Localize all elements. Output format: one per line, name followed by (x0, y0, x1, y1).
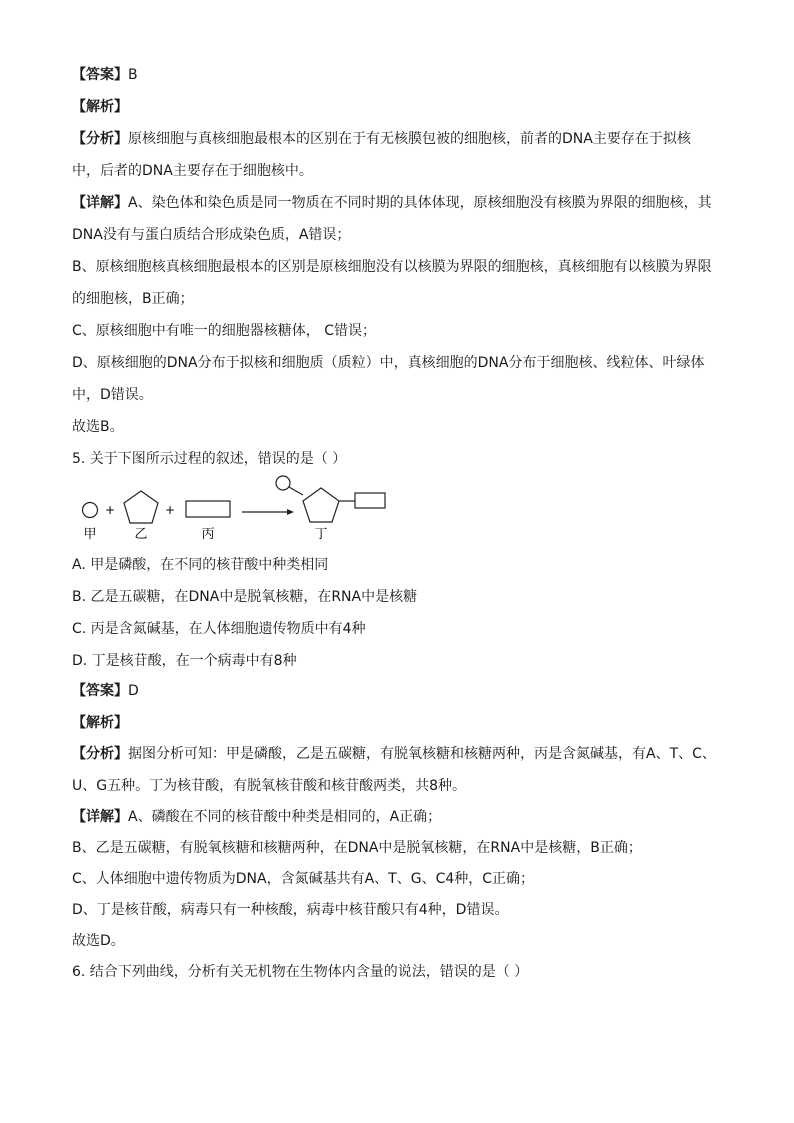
label-bing: 丙 (201, 527, 215, 542)
detail-c-line-q5: C、人体细胞中遗传物质为DNA，含氮碱基共有A、T、G、C4种，C正确； (72, 871, 535, 887)
detail-d-line-q5: D、丁是核苷酸，病毒只有一种核酸，病毒中核苷酸只有4种，D错误。 (72, 902, 509, 918)
answer-value: D (128, 683, 139, 699)
option-a-q5: A. 甲是磷酸，在不同的核苷酸中种类相同 (72, 557, 329, 573)
detail-tag: 【详解】 (72, 195, 128, 211)
conclusion-q4: 故选B。 (72, 419, 124, 435)
answer-line-q5 (72, 681, 139, 701)
base-rectangle-icon (186, 501, 230, 517)
nucleotide-pentose-icon (303, 488, 339, 522)
detail-text: A、磷酸在不同的核苷酸中种类是相同的，A正确； (128, 809, 442, 825)
detail-d-line-1-q4: D、原核细胞的DNA分布于拟核和细胞质（质粒）中，真核细胞的DNA分布于细胞核、线粒体、叶绿体 (72, 355, 705, 371)
label-jia: 甲 (83, 527, 97, 542)
fenxi-line-2-q5: U、G五种。丁为核苷酸，有脱氧核苷酸和核苷酸两类，共8种。 (72, 778, 467, 794)
detail-tag: 【详解】 (72, 809, 128, 825)
question-stem-q5: 5. 关于下图所示过程的叙述，错误的是（ ） (72, 451, 347, 467)
analysis-tag: 【解析】 (72, 715, 128, 731)
fenxi-text: 据图分析可知：甲是磷酸，乙是五碳糖，有脱氧核糖和核糖两种，丙是含氮碱基，有A、T、C、 (128, 746, 716, 762)
detail-d-line-2-q4: 中，D错误。 (72, 387, 153, 403)
option-d-q5: D. 丁是核苷酸，在一个病毒中有8种 (72, 653, 297, 669)
nucleotide-diagram (78, 474, 398, 546)
detail-b-line-2-q4: 的细胞核，B正确； (72, 291, 194, 307)
answer-tag: 【答案】 (72, 683, 128, 699)
analysis-heading-q4 (72, 97, 128, 117)
fenxi-tag: 【分析】 (72, 131, 128, 147)
answer-value: B (128, 67, 138, 83)
plus-sign-1: + (104, 503, 116, 517)
fenxi-tag: 【分析】 (72, 746, 128, 762)
detail-b-line-q5: B、乙是五碳糖，有脱氧核糖和核糖两种，在DNA中是脱氧核糖，在RNA中是核糖，B正确； (72, 840, 642, 856)
label-ding: 丁 (314, 527, 328, 542)
analysis-heading-q5 (72, 713, 128, 733)
fenxi-text: 原核细胞与真核细胞最根本的区别在于有无核膜包被的细胞核，前者的DNA主要存在于拟核 (128, 131, 691, 147)
phosphate-circle-icon (83, 503, 98, 518)
detail-line-1-q5 (72, 807, 441, 827)
detail-b-line-1-q4: B、原核细胞核真核细胞最根本的区别是原核细胞没有以核膜为界限的细胞核，真核细胞有以核膜为界限 (72, 259, 712, 275)
detail-text: A、染色体和染色质是同一物质在不同时期的具体体现，原核细胞没有核膜为界限的细胞核，其 (128, 195, 712, 211)
fenxi-line-1-q5 (72, 744, 716, 764)
phosphate-bond-line (289, 487, 303, 495)
analysis-tag: 【解析】 (72, 99, 128, 115)
option-b-q5: B. 乙是五碳糖，在DNA中是脱氧核糖，在RNA中是核糖 (72, 589, 418, 605)
nucleotide-phosphate-icon (276, 476, 290, 490)
question-stem-q6: 6. 结合下列曲线，分析有关无机物在生物体内含量的说法，错误的是（ ） (72, 964, 529, 980)
detail-c-line-q4: C、原核细胞中有唯一的细胞器核糖体， C错误； (72, 323, 376, 339)
pentose-pentagon-icon (124, 491, 158, 523)
detail-line-1-q4 (72, 193, 712, 213)
nucleotide-base-icon (355, 493, 385, 508)
fenxi-line-2-q4: 中，后者的DNA主要存在于细胞核中。 (72, 163, 313, 179)
plus-sign-2: + (164, 503, 176, 517)
conclusion-q5: 故选D。 (72, 933, 125, 949)
detail-line-2-q4: DNA没有与蛋白质结合形成染色质，A错误； (72, 227, 351, 243)
answer-line-q4 (72, 65, 138, 85)
label-yi: 乙 (134, 527, 148, 542)
option-c-q5: C. 丙是含氮碱基，在人体细胞遗传物质中有4种 (72, 621, 366, 637)
reaction-arrow-head-icon (287, 509, 294, 515)
answer-tag: 【答案】 (72, 67, 128, 83)
fenxi-line-1-q4 (72, 129, 691, 149)
